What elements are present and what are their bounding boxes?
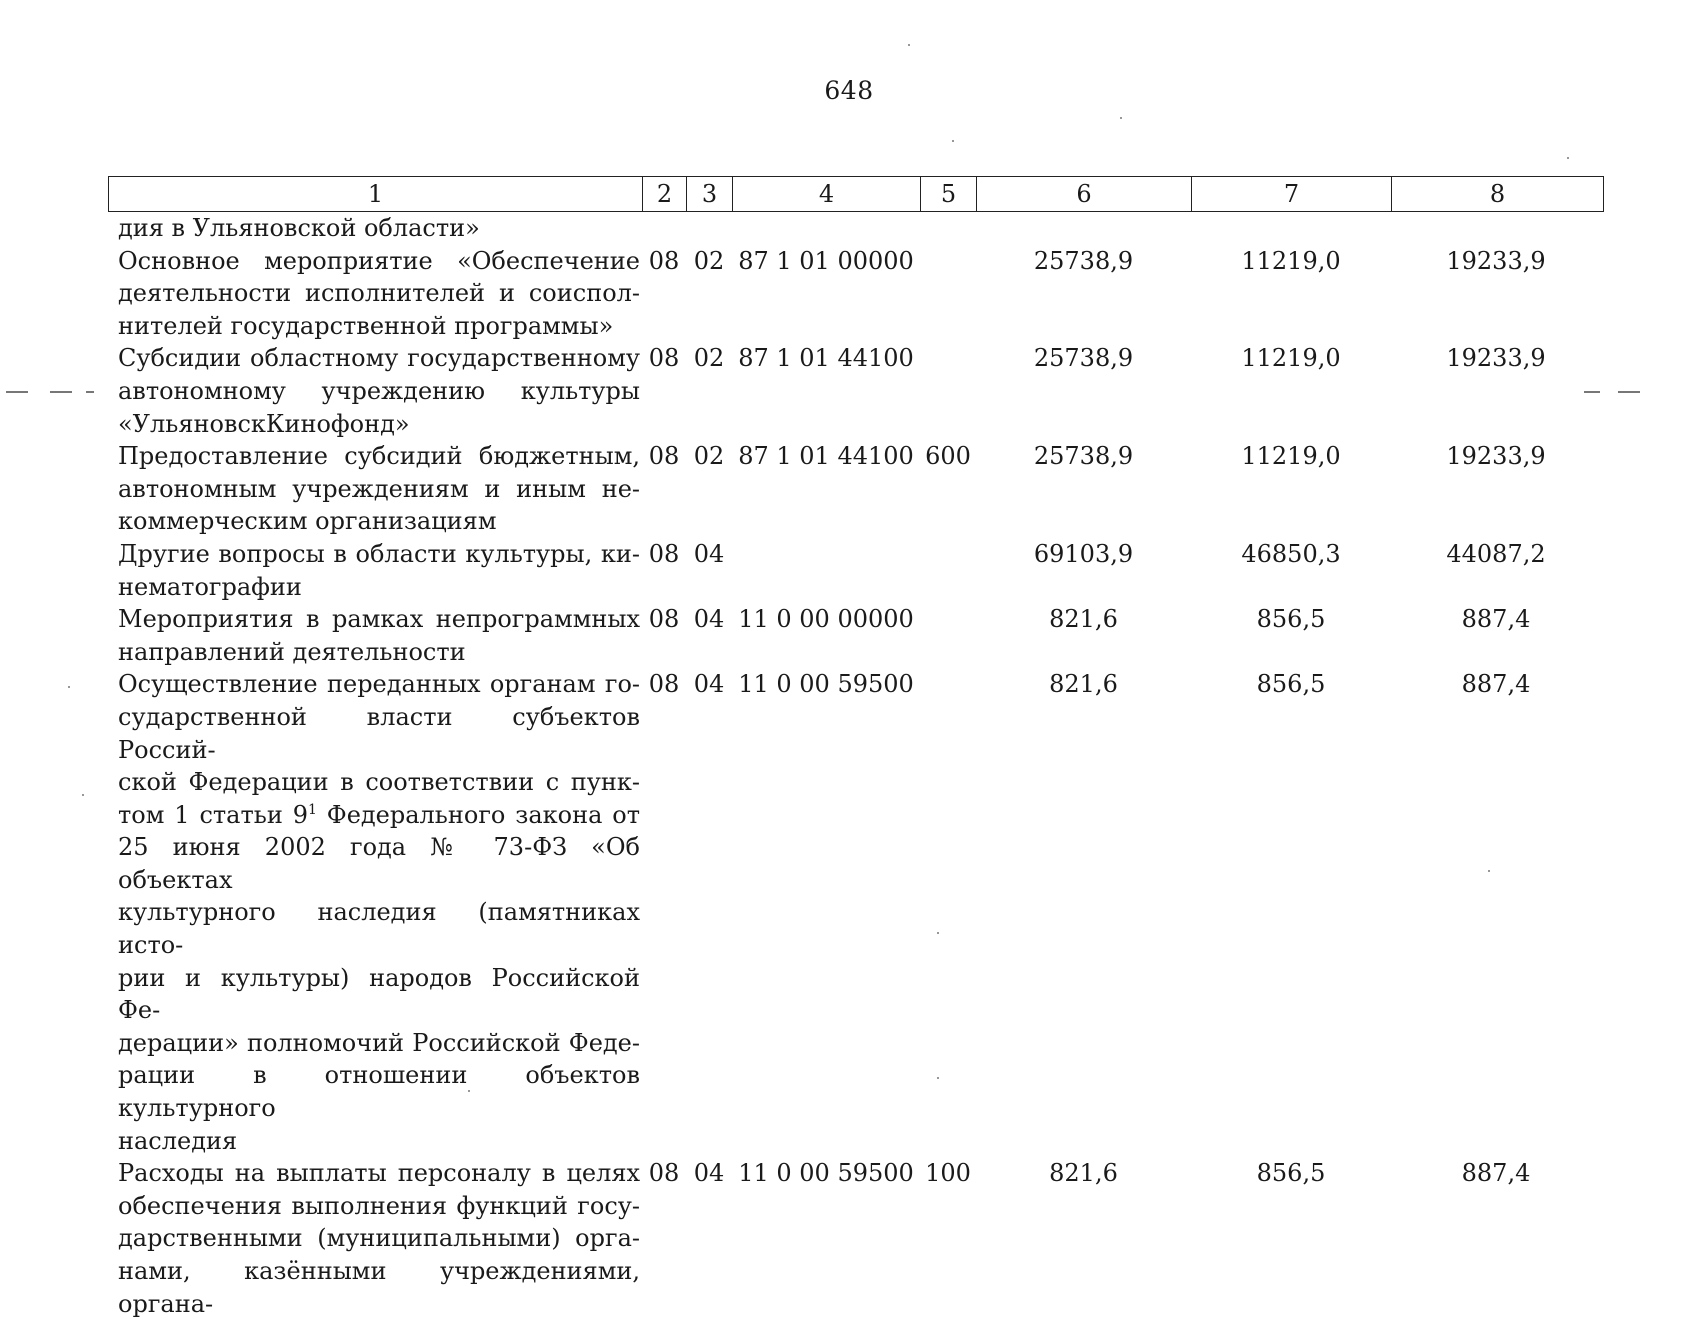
description-text: том 1 статьи 9	[118, 800, 308, 829]
section-code: 08	[648, 344, 680, 373]
expense-type-code	[920, 668, 976, 1157]
target-article-code: 11 0 00 00000	[738, 605, 914, 634]
table-row	[108, 603, 1603, 668]
column-header-5: 5	[921, 177, 977, 212]
scan-speck	[1567, 157, 1569, 159]
amount-col-7: 11219,0	[1241, 442, 1341, 471]
description-line: автономному учреждению культуры	[118, 376, 640, 405]
column-header-row	[108, 176, 1604, 212]
description-line: Основное мероприятие «Обеспечение	[118, 246, 640, 275]
scan-speck	[952, 140, 954, 142]
amount-col-7: 11219,0	[1241, 344, 1341, 373]
column-header-8: 8	[1392, 177, 1604, 212]
target-article-code: 87 1 01 44100	[738, 442, 914, 471]
amount-col-7	[1191, 212, 1391, 245]
amount-col-8: 887,4	[1461, 605, 1531, 634]
table-row	[108, 212, 1603, 245]
scan-speck	[82, 794, 84, 796]
target-article-code: 87 1 01 44100	[738, 344, 914, 373]
expense-type-code	[920, 538, 976, 603]
amount-col-7: 11219,0	[1241, 246, 1341, 275]
scan-dash	[1584, 391, 1600, 393]
subsection-code: 02	[693, 246, 725, 275]
amount-col-8: 44087,2	[1446, 539, 1546, 568]
amount-col-7: 856,5	[1256, 1159, 1326, 1188]
expense-type-code	[920, 603, 976, 668]
section-code: 08	[648, 442, 680, 471]
row-description	[108, 245, 642, 343]
expense-type-code	[920, 245, 976, 343]
page-number: 648	[824, 76, 874, 105]
amount-col-8	[1391, 212, 1601, 245]
amount-col-6: 25738,9	[1033, 246, 1134, 275]
footnote-superscript: 1	[307, 801, 317, 818]
column-header-2: 2	[643, 177, 687, 212]
amount-col-7: 856,5	[1256, 605, 1326, 634]
description-line: направлений деятельности	[118, 637, 466, 666]
table-row	[108, 440, 1603, 538]
target-article-code: 11 0 00 59500	[738, 1159, 914, 1188]
subsection-code: 04	[693, 605, 725, 634]
section-code: 08	[648, 539, 680, 568]
description-line: рации в отношении объектов культурного	[118, 1061, 640, 1123]
section-code: 08	[648, 246, 680, 275]
description-line: коммерческим организациям	[118, 507, 497, 536]
amount-col-7: 46850,3	[1241, 539, 1341, 568]
subsection-code: 04	[693, 1159, 725, 1188]
scan-speck	[1488, 870, 1490, 872]
expense-type-code	[920, 212, 976, 245]
subsection-code: 04	[693, 670, 725, 699]
section-code	[642, 212, 686, 245]
section-code: 08	[648, 605, 680, 634]
target-article-code	[732, 538, 920, 603]
amount-col-6: 821,6	[1049, 670, 1118, 699]
scan-speck	[1120, 117, 1122, 119]
amount-col-6: 821,6	[1049, 605, 1118, 634]
scan-dash	[6, 391, 28, 393]
amount-col-8: 19233,9	[1446, 246, 1546, 275]
scan-dash	[50, 391, 72, 393]
table-row	[108, 538, 1603, 603]
amount-col-8: 887,4	[1461, 670, 1531, 699]
description-line: «УльяновскКинофонд»	[118, 409, 410, 438]
description-line: Осуществление переданных органам го-	[118, 670, 640, 699]
description-line: рии и культуры) народов Российской Фе-	[118, 963, 640, 1025]
description-line: нами, казёнными учреждениями, органа-	[118, 1257, 640, 1318]
description-line: нителей государственной программы»	[118, 311, 614, 340]
row-description	[108, 440, 642, 538]
description-line: Другие вопросы в области культуры, ки-	[118, 539, 640, 568]
section-code: 08	[648, 1159, 680, 1188]
description-line: автономным учреждениям и иным не-	[118, 474, 640, 503]
table-row	[108, 245, 1603, 343]
amount-col-6: 25738,9	[1033, 344, 1134, 373]
scan-speck	[937, 932, 939, 934]
description-line: дарственными (муниципальными) орга-	[118, 1224, 640, 1253]
table-row	[108, 668, 1603, 1157]
description-line: Мероприятия в рамках непрограммных	[118, 605, 640, 634]
column-header-6: 6	[977, 177, 1192, 212]
amount-col-6	[976, 212, 1191, 245]
expense-type-code	[920, 342, 976, 440]
subsection-code: 02	[693, 442, 725, 471]
subsection-code	[686, 212, 732, 245]
row-description	[108, 538, 642, 603]
scan-speck	[468, 1090, 470, 1092]
scan-dash	[1618, 391, 1640, 393]
description-line: ской Федерации в соответствии с пунк-	[118, 768, 640, 797]
amount-col-8: 19233,9	[1446, 344, 1546, 373]
amount-col-7: 856,5	[1256, 670, 1326, 699]
amount-col-6: 25738,9	[1033, 442, 1134, 471]
column-header-7: 7	[1192, 177, 1392, 212]
column-header-3: 3	[687, 177, 733, 212]
target-article-code	[732, 212, 920, 245]
description-line: культурного наследия (памятниках исто-	[118, 898, 640, 960]
expense-type-code: 600	[925, 442, 971, 471]
column-header-4: 4	[733, 177, 921, 212]
target-article-code: 11 0 00 59500	[738, 670, 914, 699]
amount-col-8: 887,4	[1461, 1159, 1531, 1188]
amount-col-6: 69103,9	[1033, 539, 1134, 568]
description-line: Расходы на выплаты персоналу в целях	[118, 1159, 640, 1188]
subsection-code: 04	[693, 539, 725, 568]
section-code: 08	[648, 670, 680, 699]
table-row	[108, 342, 1603, 440]
budget-table-body	[108, 212, 1603, 1320]
scan-speck	[908, 44, 910, 46]
column-header-1: 1	[109, 177, 643, 212]
description-line: наследия	[118, 1126, 238, 1155]
description-line: сударственной власти субъектов Россий-	[118, 702, 640, 764]
scan-speck	[937, 1077, 939, 1079]
description-text: Федерального закона от	[316, 800, 640, 829]
row-description	[108, 668, 642, 1157]
row-description	[108, 342, 642, 440]
scan-dash	[86, 391, 94, 393]
row-description	[108, 212, 642, 245]
description-line-with-superscript	[118, 799, 640, 832]
scan-speck	[68, 686, 70, 688]
amount-col-6: 821,6	[1049, 1159, 1118, 1188]
description-line: обеспечения выполнения функций госу-	[118, 1191, 640, 1220]
table-row	[108, 1157, 1603, 1320]
row-description	[108, 603, 642, 668]
description-line: деятельности исполнителей и соиспол-	[118, 279, 640, 308]
description-line: Предоставление субсидий бюджетным,	[118, 442, 640, 471]
description-line: Субсидии областному государственному	[118, 344, 640, 373]
expense-type-code: 100	[925, 1159, 971, 1188]
row-description	[108, 1157, 642, 1320]
target-article-code: 87 1 01 00000	[738, 246, 914, 275]
description-line: дия в Ульяновской области»	[118, 214, 480, 242]
description-line: 25 июня 2002 года № 73-ФЗ «Об объектах	[118, 833, 640, 894]
description-line: дерации» полномочий Российской Феде-	[118, 1028, 640, 1057]
description-line: нематографии	[118, 572, 302, 601]
subsection-code: 02	[693, 344, 725, 373]
amount-col-8: 19233,9	[1446, 442, 1546, 471]
